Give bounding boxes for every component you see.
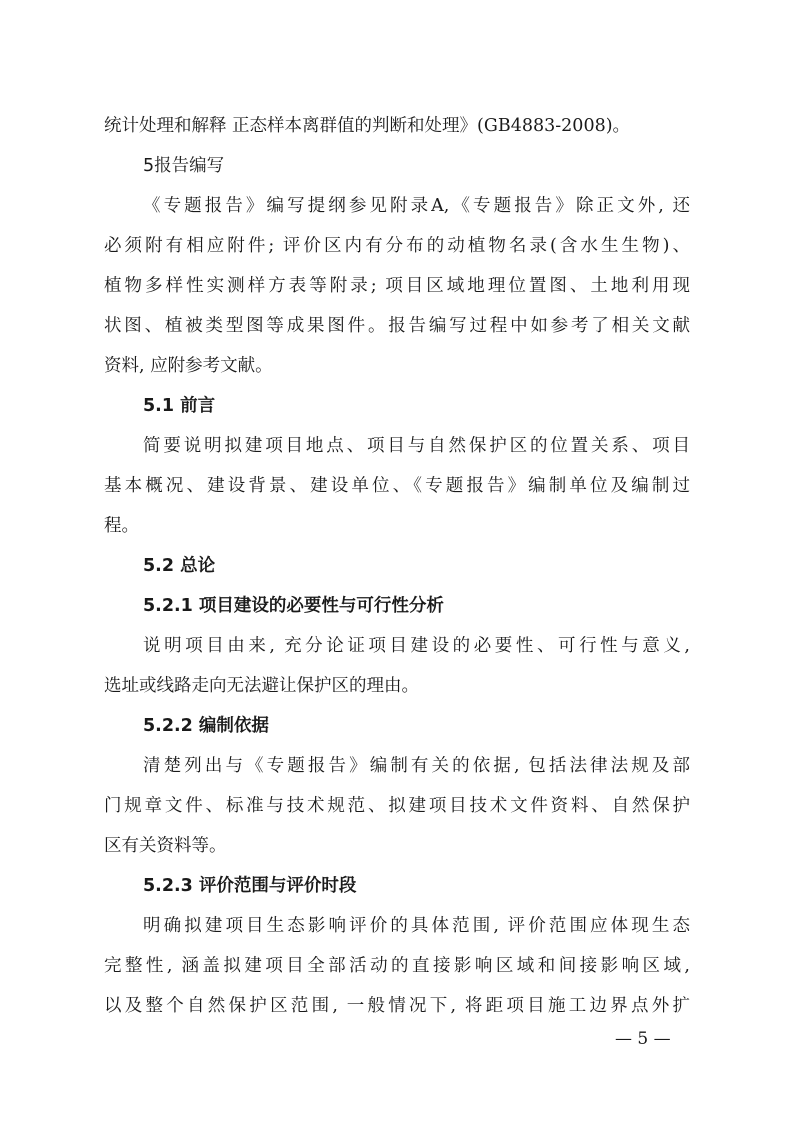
paragraph-line: 选址或线路走向无法避让保护区的理由。 [104, 676, 419, 696]
paragraph-line: 《专题报告》编写提纲参见附录A,《专题报告》除正文外, 还 [143, 196, 690, 216]
section-heading-5: 5报告编写 [143, 156, 225, 176]
paragraph-line: 程。 [104, 516, 139, 536]
paragraph-line: 基本概况、建设背景、建设单位、《专题报告》编制单位及编制过 [104, 476, 690, 496]
section-heading-5-1: 5.1 前言 [143, 396, 216, 416]
page-number: — 5 — [615, 1029, 671, 1049]
paragraph-line: 简要说明拟建项目地点、项目与自然保护区的位置关系、项目 [143, 436, 690, 456]
paragraph-line: 说明项目由来, 充分论证项目建设的必要性、可行性与意义, [143, 636, 690, 656]
paragraph-line: 明确拟建项目生态影响评价的具体范围, 评价范围应体现生态 [143, 916, 690, 936]
paragraph-line: 门规章文件、标准与技术规范、拟建项目技术文件资料、自然保护 [104, 796, 690, 816]
paragraph-line: 植物多样性实测样方表等附录; 项目区域地理位置图、土地利用现 [104, 276, 690, 296]
section-heading-5-2-1: 5.2.1 项目建设的必要性与可行性分析 [143, 596, 444, 616]
section-heading-5-2-3: 5.2.3 评价范围与评价时段 [143, 876, 357, 896]
paragraph-line: 清楚列出与《专题报告》编制有关的依据, 包括法律法规及部 [143, 756, 690, 776]
paragraph-line: 完整性, 涵盖拟建项目全部活动的直接影响区域和间接影响区域, [104, 956, 690, 976]
section-heading-5-2-2: 5.2.2 编制依据 [143, 716, 269, 736]
paragraph-line: 状图、植被类型图等成果图件。报告编写过程中如参考了相关文献 [104, 316, 690, 336]
paragraph-line: 资料, 应附参考文献。 [104, 356, 273, 376]
paragraph-line: 统计处理和解释 正态样本离群值的判断和处理》(GB4883-2008)。 [104, 116, 631, 136]
paragraph-line: 以及整个自然保护区范围, 一般情况下, 将距项目施工边界点外扩 [104, 996, 690, 1016]
paragraph-line: 区有关资料等。 [104, 836, 227, 856]
section-heading-5-2: 5.2 总论 [143, 556, 216, 576]
paragraph-line: 必须附有相应附件; 评价区内有分布的动植物名录(含水生生物)、 [104, 236, 690, 256]
